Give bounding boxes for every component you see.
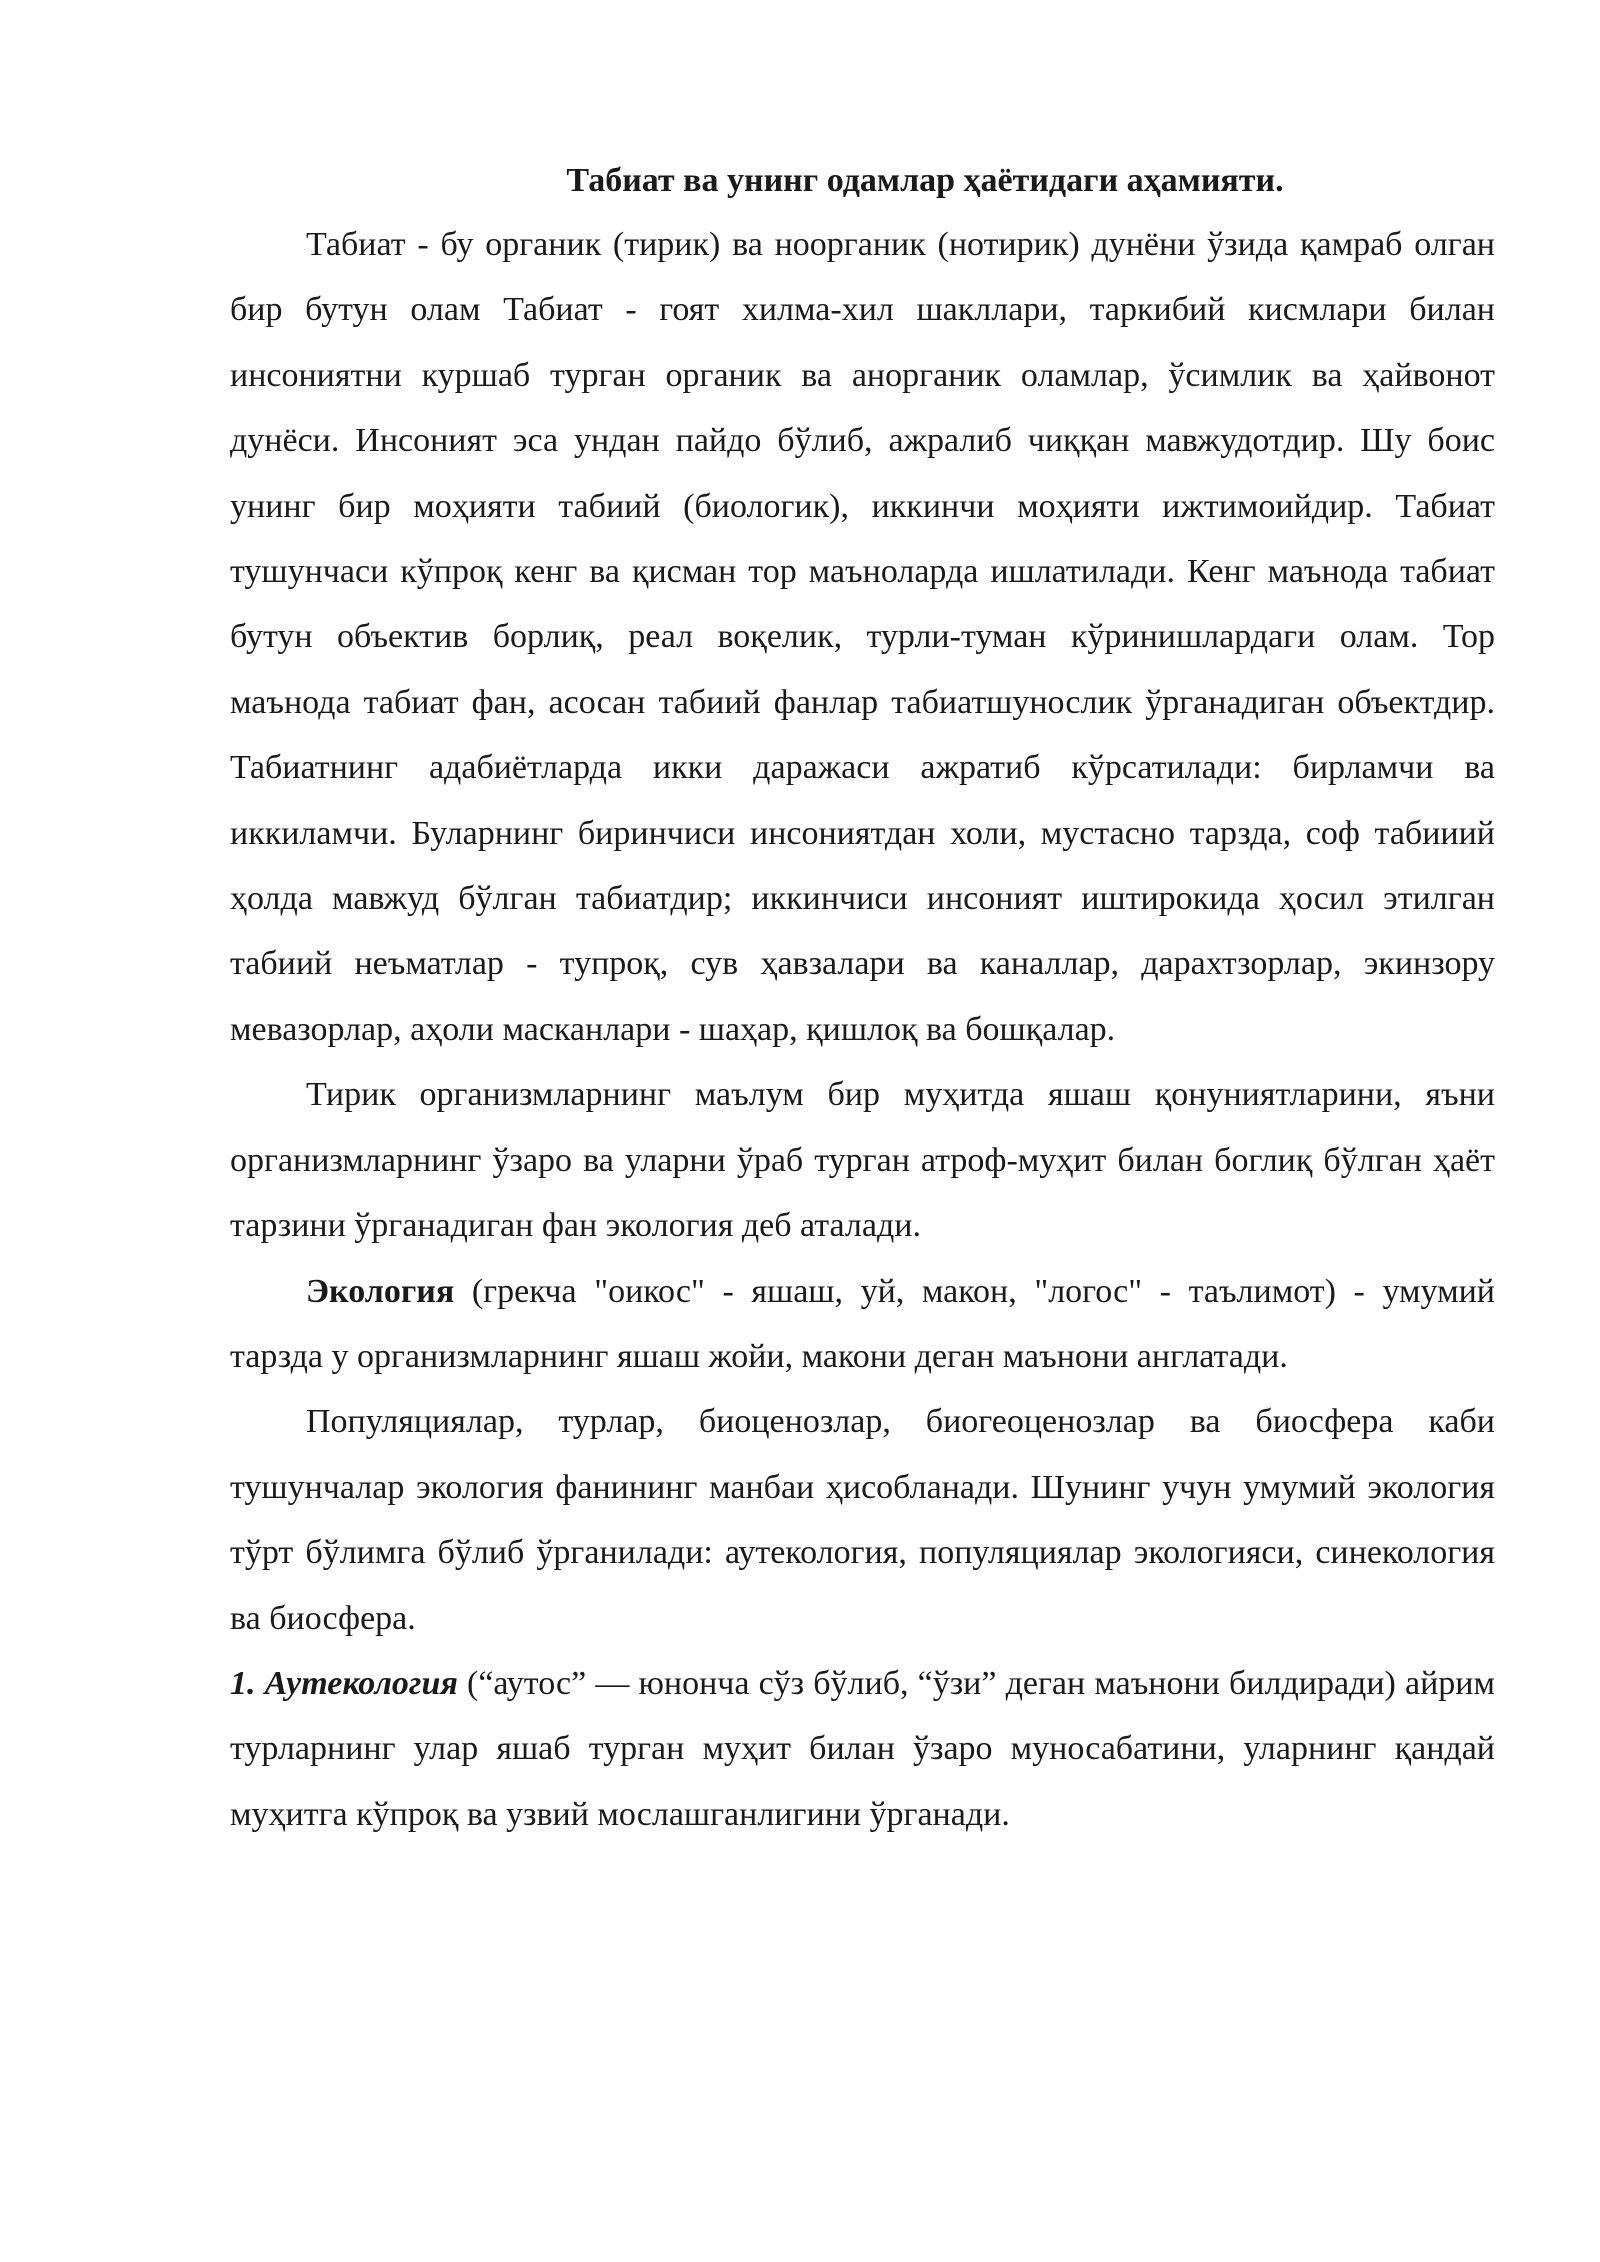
document-title: Табиат ва унинг одамлар ҳаётидаги аҳамияти. [566, 162, 1284, 199]
paragraph-autecology [230, 1651, 1495, 1847]
term-ecology: Экология [306, 1272, 455, 1310]
term-autecology: 1. Аутекология [230, 1664, 458, 1702]
paragraph-text: (“аутос” — юнонча сўз бўлиб, “ўзи” деган маънони билдиради) айрим турларнинг улар яшаб турган муҳит билан ўзаро муносабатини, уларнинг қандай муҳитга кўпроқ ва узвий мослашганлигини ўрганади. [230, 1664, 1495, 1833]
paragraph-text: (грекча "оикос" - яшаш, уй, макон, "логос" - таълимот) - умумий тарзда у организмларнинг яшаш жойи, макони деган маънони англатади. [230, 1272, 1495, 1375]
paragraph-ecology-intro: Тирик организмларнинг маълум бир муҳитда яшаш қонуниятларини, яъни организмларнинг ўзаро ва уларни ўраб турган атроф-муҳит билан боглиқ бўлган ҳаёт тарзини ўрганадиган фан экология деб аталади. [230, 1076, 1495, 1245]
paragraph-nature-definition: Табиат - бу органик (тирик) ва ноорганик (нотирик) дунёни ўзида қамраб олган бир бутун олам Табиат - гоят хилма-хил шакллари, таркибий кисмлари билан инсониятни куршаб турган органик ва анорганик оламлар, ўсимлик ва ҳайвонот дунёси. Инсоният эса ундан пайдо бўлиб, ажралиб чиққан мавжудотдир. Шу боис унинг бир моҳияти табиий (биологик), иккинчи моҳияти ижтимоийдир. Табиат тушунчаси кўпроқ кенг ва қисман тор маъноларда ишлатилади. Кенг маънода табиат бутун объектив борлиқ, реал воқелик, турли-туман кўринишлардаги олам. Тор маънода табиат фан, асосан табиий фанлар табиатшунослик ўрганадиган объектдир. Табиатнинг адабиётларда икки даражаси ажратиб кўрсатилади: бирламчи ва иккиламчи. Буларнинг биринчиси инсониятдан холи, мустасно тарзда, соф табииий ҳолда мавжуд бўлган табиатдир; иккинчиси инсоният иштирокида ҳосил этилган табиий неъматлар - тупроқ, сув ҳавзалари ва каналлар, дарахтзорлар, экинзору мевазорлар, аҳоли масканлари - шаҳар, қишлоқ ва бошқалар. [230, 226, 1495, 1048]
paragraph-ecology-sections: Популяциялар, турлар, биоценозлар, биогеоценозлар ва биосфера каби тушунчалар экология фанининг манбаи ҳисобланади. Шунинг учун умумий экология тўрт бўлимга бўлиб ўрганилади: аутекология, популяциялар экологияси, синекология ва биосфера. [230, 1403, 1495, 1637]
paragraph-ecology-etymology [230, 1259, 1495, 1390]
document-page [230, 150, 1495, 1847]
